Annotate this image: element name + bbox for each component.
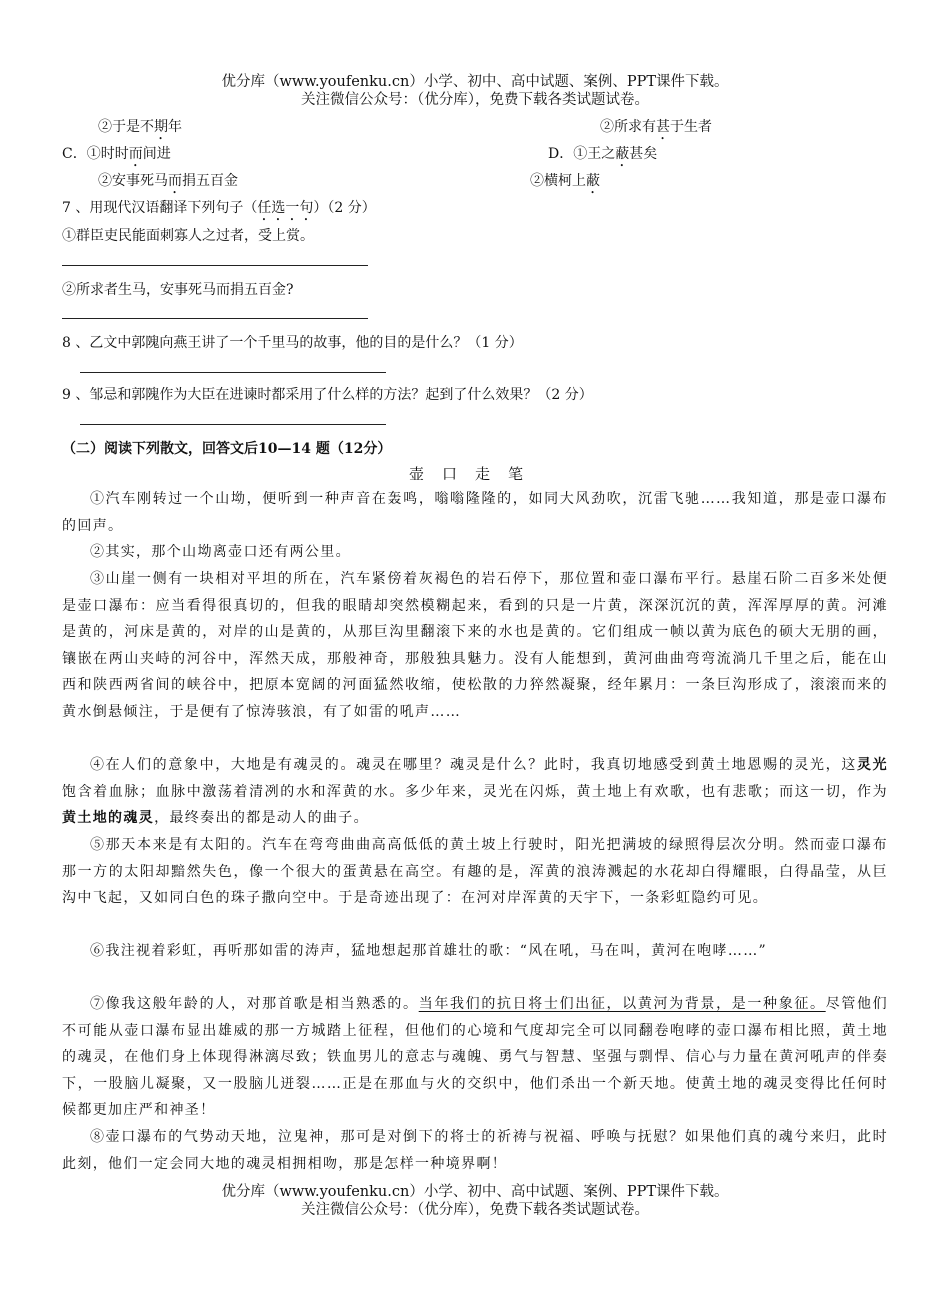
paragraph-4-part-a: ④在人们的意象中，大地是有魂灵的。魂灵在哪里？魂灵是什么？此时，我真切地感受到黄土地恩赐的灵光，这 bbox=[90, 757, 857, 773]
option-c1-text-post: 间进 bbox=[142, 146, 171, 162]
question-7-sentence-2: ②所求者生马，安事死马而捐五百金? bbox=[62, 282, 294, 298]
article-title: 壶口走笔 bbox=[408, 465, 541, 483]
option-a2-dotted-char: 甚 bbox=[656, 119, 670, 135]
option-b2 bbox=[98, 116, 182, 143]
paragraph-8: ⑧壶口瀑布的气势动天地，泣鬼神，那可是对倒下的将士的祈祷与祝福、呼唤与抚慰？如果他们真的魂兮来归，此时此刻，他们一定会同大地的魂灵相拥相吻，那是怎样一种境界啊！ bbox=[62, 1129, 888, 1172]
option-d1 bbox=[548, 143, 657, 170]
question-7-dotted-text: 任选一句 bbox=[257, 200, 314, 216]
option-c1-text-pre: ①时时 bbox=[86, 146, 129, 162]
option-d1-text-post: 甚矣 bbox=[629, 146, 658, 162]
paragraph-4 bbox=[62, 752, 888, 832]
option-c1 bbox=[62, 143, 171, 170]
option-a2 bbox=[600, 116, 712, 143]
watermark-bottom-line2: 关注微信公众号：（优分库），免费下载各类试题试卷。 bbox=[301, 1202, 649, 1218]
answer-line-8[interactable] bbox=[80, 372, 386, 373]
paragraph-4-bold-hunling: 黄土地的魂灵 bbox=[62, 810, 155, 827]
paragraph-7-part-a: ⑦像我这般年龄的人，对那首歌是相当熟悉的。 bbox=[90, 996, 419, 1012]
paragraph-1: ①汽车刚转过一个山坳，便听到一种声音在轰鸣，嗡嗡隆隆的，如同大风劲吹，沉雷飞驰……我知道，那是壶口瀑布的回声。 bbox=[62, 491, 888, 534]
option-d2-text-pre: ②横柯上 bbox=[530, 173, 586, 189]
question-7-sentence-1: ①群臣吏民能面刺寡人之过者，受上赏。 bbox=[62, 228, 314, 244]
option-c-label: C． bbox=[62, 146, 87, 162]
option-b2-text-post: 年 bbox=[168, 119, 182, 135]
paragraph-5: ⑤那天本来是有太阳的。汽车在弯弯曲曲高高低低的黄土坡上行驶时，阳光把满坡的绿照得层次分明。然而壶口瀑布那一方的太阳却黯然失色，像一个很大的蛋黄悬在高空。有趣的是，浑黄的浪涛溅起的水花却白得耀眼，白得晶莹，从巨沟中飞起，又如同白色的珠子撒向空中。于是奇迹出现了：在河对岸浑黄的天宇下，一条彩虹隐约可见。 bbox=[62, 837, 888, 907]
answer-line-9[interactable] bbox=[80, 424, 386, 425]
option-a2-text-post: 于生者 bbox=[670, 119, 712, 135]
option-c1-dotted-char: 而 bbox=[128, 146, 143, 162]
option-c2-dotted-char: 而 bbox=[168, 173, 182, 189]
watermark-bottom-line1: 优分库（www.youfenku.cn）小学、初中、高中试题、案例、PPT课件下载。 bbox=[221, 1184, 729, 1200]
question-8-stem: 8 、乙文中郭隗向燕王讲了一个千里马的故事，他的目的是什么？（1 分） bbox=[62, 335, 523, 351]
paragraph-6: ⑥我注视着彩虹，再听那如雷的涛声，猛地想起那首雄壮的歌：“风在吼，马在叫，黄河在咆哮……” bbox=[90, 943, 768, 959]
option-d-label: D． bbox=[548, 146, 574, 162]
paragraph-4-part-c: 饱含着血脉；血脉中激荡着清冽的水和浑黄的水。多少年来，灵光在闪烁，黄土地上有欢歌，也有悲歌；而这一切，作为 bbox=[62, 783, 888, 800]
section-2-heading: （二）阅读下列散文，回答文后10—14 题（12分） bbox=[62, 441, 392, 457]
option-b2-text-pre: ②于是不 bbox=[98, 119, 154, 135]
question-7-stem-post: ）（2 分） bbox=[313, 200, 376, 216]
question-9-stem: 9 、邹忌和郭隗作为大臣在进谏时都采用了什么样的方法？起到了什么效果？（2 分） bbox=[62, 387, 593, 403]
option-a2-text-pre: ②所求有 bbox=[600, 119, 656, 135]
option-d1-text-pre: ①王之 bbox=[573, 146, 616, 162]
question-7-stem-pre: 7 、用现代汉语翻译下列句子（ bbox=[62, 200, 258, 216]
paragraph-4-bold-lingguang: 灵光 bbox=[856, 757, 888, 773]
paragraph-7-part-b: 尽管他们不可能从壶口瀑布显出雄威的那一方城踏上征程，但他们的心境和气度却完全可以同翻卷咆哮的壶口瀑布相比照，黄土地的魂灵，在他们身上体现得淋漓尽致；铁血男儿的意志与魂魄、勇气与智慧、坚强与剽悍、信心与力量在黄河吼声的伴奏下，一股脑儿凝聚，又一股脑儿迸裂……正是在那血与火的交织中，他们杀出一个新天地。使黄土地的魂灵变得比任何时候都更加庄严和神圣！ bbox=[62, 996, 888, 1119]
answer-line-7-1[interactable] bbox=[62, 265, 368, 266]
option-d1-dotted-char: 蔽 bbox=[615, 146, 630, 162]
option-d2 bbox=[530, 170, 600, 197]
paragraph-7 bbox=[62, 991, 888, 1124]
option-d2-dotted-char: 蔽 bbox=[586, 173, 600, 189]
paragraph-4-part-d: ，最终奏出的都是动人的曲子。 bbox=[154, 810, 370, 827]
option-c2 bbox=[98, 170, 238, 197]
paragraph-3: ③山崖一侧有一块相对平坦的所在，汽车紧傍着灰褐色的岩石停下，那位置和壶口瀑布平行。悬崖石阶二百多米处便是壶口瀑布：应当看得很真切的，但我的眼睛却突然模糊起来，看到的只是一片黄，深深沉沉的黄，浑浑厚厚的黄。河滩是黄的，河床是黄的，对岸的山是黄的，从那巨沟里翻滚下来的水也是黄的。它们组成一帧以黄为底色的硕大无朋的画，镶嵌在两山夹峙的河谷中，浑然天成，那般神奇，那般独具魅力。没有人能想到，黄河曲曲弯弯流淌几千里之后，能在山西和陕西两省间的峡谷中，把原本宽阔的河面猛然收缩，使松散的力猝然凝聚，经年累月：一条巨沟形成了，滚滚而来的黄水倒悬倾注，于是便有了惊涛骇浪，有了如雷的吼声…… bbox=[62, 571, 888, 720]
answer-line-7-2[interactable] bbox=[62, 318, 368, 319]
paragraph-7-underlined-sentence: 当年我们的抗日将士们出征，以黄河为背景，是一种象征。 bbox=[418, 996, 826, 1012]
option-c2-text-pre: ②安事死马 bbox=[98, 173, 168, 189]
option-c2-text-post: 捐五百金 bbox=[182, 173, 238, 189]
paragraph-2: ②其实，那个山坳离壶口还有两公里。 bbox=[90, 544, 351, 560]
watermark-top-line2: 关注微信公众号：（优分库），免费下载各类试题试卷。 bbox=[301, 92, 649, 108]
watermark-top-line1: 优分库（www.youfenku.cn）小学、初中、高中试题、案例、PPT课件下载。 bbox=[221, 74, 729, 90]
question-7-stem bbox=[62, 197, 376, 224]
option-b2-dotted-char: 期 bbox=[154, 119, 168, 135]
